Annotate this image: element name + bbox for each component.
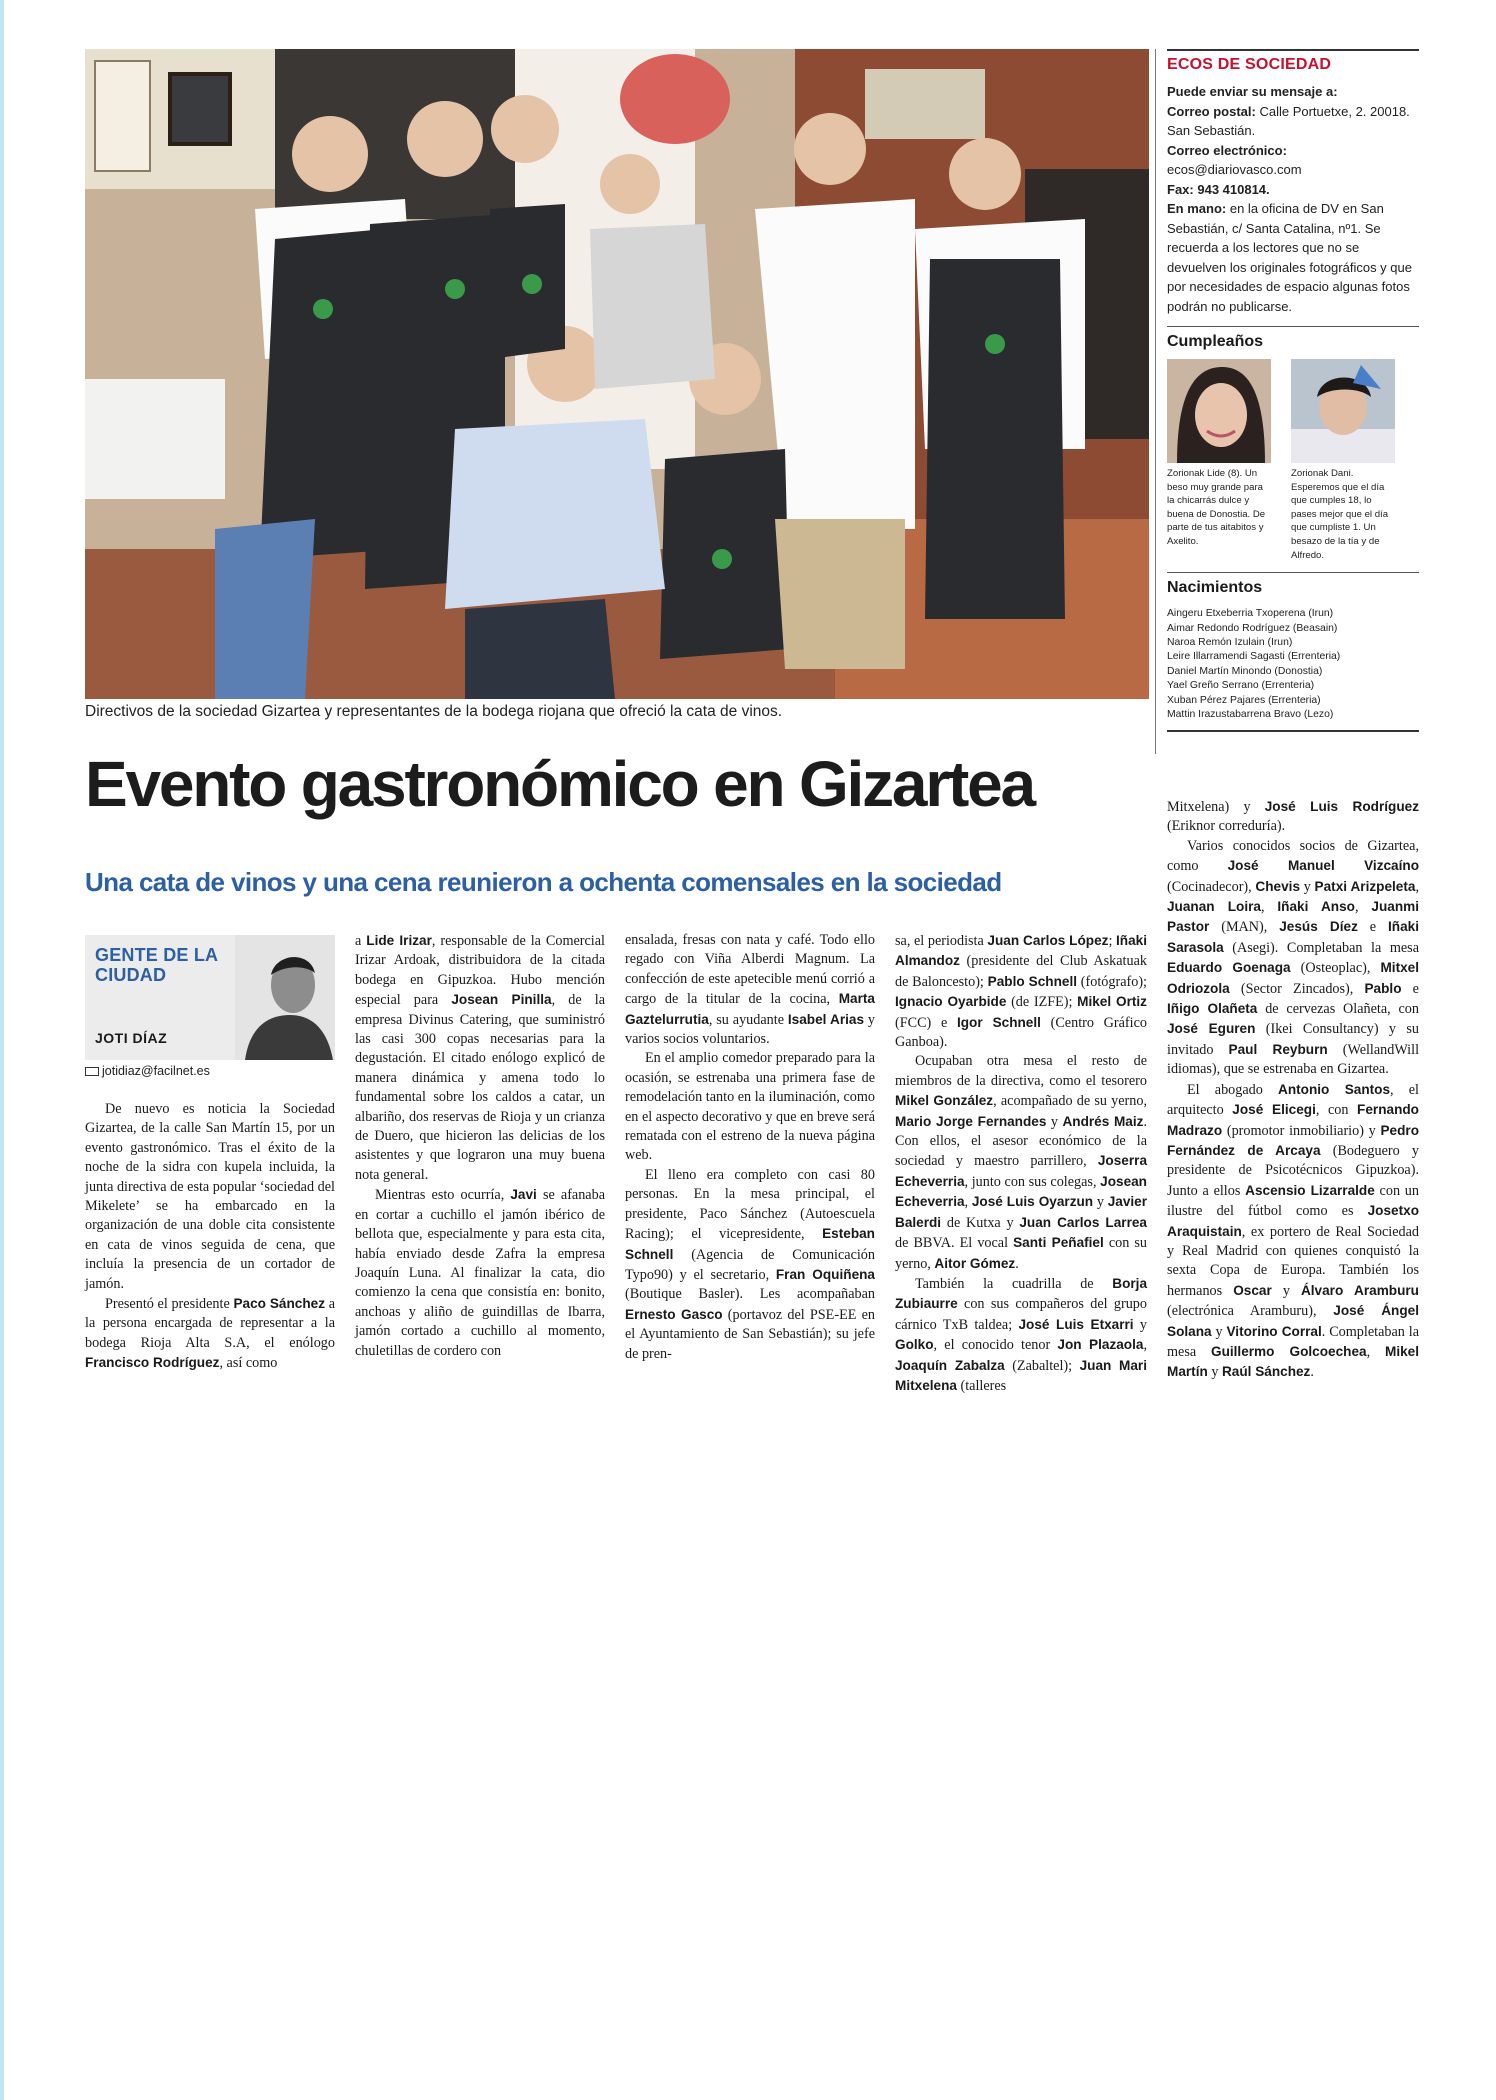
fax-value: 943 410814.: [1197, 181, 1270, 197]
article-column-4: sa, el periodista Juan Carlos López; Iñaki Almandoz (presidente del Club Askatuak de Baloncesto); Pablo Schnell (fotógrafo); Ignacio Oyarbide (de IZFE); Mikel Ortiz (FCC) e Igor Schnell (Centro Gráfico Ganboa). Ocupaban otra mesa el resto de miembros de la directiva, como el tesorero Mikel González, acompañado de su yerno, Mario Jorge Fernandes y Andrés Maiz. Con ellos, el asesor económico de la sociedad y maestro parrillero, Joserra Echeverria, junto con sus colegas, Josean Echeverria, José Luis Oyarzun y Javier Balerdi de Kutxa y Juan Carlos Larrea de BBVA. El vocal Santi Peñafiel con su yerno, Aitor Gómez. También la cuadrilla de Borja Zubiaurre con sus compañeros del grupo cárnico TxB taldea; José Luis Etxarri y Golko, el conocido tenor Jon Plazaola, Joaquín Zabalza (Zabaltel); Juan Mari Mitxelena (talleres: [895, 933, 1148, 1394]
birth-item: Aimar Redondo Rodríguez (Beasain): [1167, 622, 1338, 634]
hand-label: En mano:: [1167, 201, 1227, 216]
page-edge: [0, 0, 4, 2100]
sidebar-top-rule: [1167, 49, 1419, 51]
birthday-caption: Zorionak Dani. Esperemos que el día que cumples 18, lo pases mejor que el día que cumpliste 1. Un besazo de la tía y de Alfredo.: [1291, 468, 1389, 561]
sidebar-ecos: [1167, 49, 1419, 732]
email-label: Correo electrónico:: [1167, 142, 1287, 158]
contact-intro: Puede enviar su mensaje a:: [1167, 84, 1338, 99]
birth-item: Mattin Irazustabarrena Bravo (Lezo): [1167, 709, 1334, 720]
birth-item: Naroa Remón Izulain (Irun): [1167, 636, 1293, 648]
byline-box: [85, 935, 335, 1060]
birth-item: Leire Illarramendi Sagasti (Errenteria): [1167, 651, 1341, 663]
birthday-item: [1291, 359, 1395, 562]
email-value: ecos@diariovasco.com: [1167, 162, 1302, 177]
sidebar-bottom-rule: [1167, 730, 1419, 732]
article-column-3: ensalada, fresas con nata y café. Todo ello regado con Viña Alberdi Magnum. La confección de este apetecible menú corrió a cargo de la titular de la cocina, Marta Gaztelurrutia, su ayudante Isabel Arias y varios socios voluntarios. En el amplio comedor preparado para la ocasión, se estrenaba una primera fase de remodelación tanto en la iluminación, como en el aspecto decorativo y que en breve será rematada con el estreno de la nueva página web. El lleno era completo con casi 80 personas. En la mesa principal, el presidente, Paco Sánchez (Autoescuela Racing); el vicepresidente, Esteban Schnell (Agencia de Comunicación Typo90) y el secretario, Fran Oquiñena (Boutique Basler). Les acompañaban Ernesto Gasco (portavoz del PSE-EE en el Ayuntamiento de San Sebastián); su jefe de pren-: [625, 932, 876, 1362]
envelope-icon: [85, 1067, 99, 1076]
fax-label: Fax:: [1167, 181, 1194, 197]
birthdays-row: [1167, 359, 1419, 562]
birth-item: Daniel Martín Minondo (Donostia): [1167, 665, 1323, 677]
photo-caption: Directivos de la sociedad Gizartea y representantes de la bodega riojana que ofreció la cata de vinos.: [85, 703, 783, 720]
author-name: JOTI DÍAZ: [95, 1030, 168, 1046]
postal-value: Calle Portuetxe, 2. 20018. San Sebastián.: [1167, 103, 1410, 138]
author-email: [85, 1064, 210, 1078]
births-title: Nacimientos: [1167, 579, 1263, 597]
birthday-photo: [1167, 359, 1271, 463]
birth-item: Yael Greño Serrano (Errenteria): [1167, 680, 1315, 692]
author-email-text: jotidiaz@facilnet.es: [102, 1064, 210, 1078]
sidebar-section-title: ECOS DE SOCIEDAD: [1167, 56, 1332, 73]
birthday-photo: [1291, 359, 1395, 463]
birthdays-title: Cumpleaños: [1167, 333, 1264, 350]
article-column-2: a Lide Irizar, responsable de la Comercial Irizar Ardoak, distribuidora de la citada bodega en Gipuzkoa. Hubo mención especial para Josean Pinilla, de la empresa Divinus Catering, que suministró las casi 300 copas necesarias para la degustación. El citado enólogo explicó de manera dinámica y amena todo lo fundamental sobre los caldos a catar, un albariño, dos reservas de Rioja y un crianza de Duero, que hicieron las delicias de los asistentes y que lograron una muy buena nota general. Mientras esto ocurría, Javi se afanaba en cortar a cuchillo el jamón ibérico de bellota que, especialmente y para esta cita, había enviado desde Zafra la empresa Joaquín Luna. Al finalizar la cata, dio comienzo la cena que consistía en: bonito, anchoas y aliño de guindillas de Ibarra, jamón cortado a cuchillo al momento, chuletillas de cordero con: [355, 933, 605, 1359]
sidebar-divider: [1155, 49, 1156, 754]
section-label: GENTE DE LA CIUDAD: [95, 945, 218, 985]
article-headline: Evento gastronómico en Gizartea: [85, 748, 1034, 820]
birthday-item: [1167, 359, 1271, 562]
postal-label: Correo postal:: [1167, 103, 1256, 119]
birth-item: Xuban Pérez Pajares (Errenteria): [1167, 694, 1321, 706]
sidebar-rule: [1167, 572, 1419, 573]
article-column-1: De nuevo es noticia la Sociedad Gizartea, de la calle San Martín 15, por un evento gastronómico. Tras el éxito de la noche de la sidra con kupela incluida, la junta directiva de esta popular ‘sociedad del Mikelete’ se ha embarcado en la organización de una doble cita consistente en cata de vinos seguida de cena, que incluía la presencia de un cortador de jamón. Presentó el presidente Paco Sánchez a la persona encargada de representar a la bodega Rioja Alta S.A, el enólogo Francisco Rodríguez, así como: [85, 1101, 335, 1372]
article-subhead: Una cata de vinos y una cena reunieron a ochenta comensales en la sociedad: [85, 867, 1002, 897]
article-column-5: Mitxelena) y José Luis Rodríguez (Eriknor correduría). Varios conocidos socios de Gizartea, como José Manuel Vizcaíno (Cocinadecor), Chevis y Patxi Arizpeleta, Juanan Loira, Iñaki Anso, Juanmi Pastor (MAN), Jesús Díez e Iñaki Sarasola (Asegi). Completaban la mesa Eduardo Goenaga (Osteoplac), Mitxel Odriozola (Sector Zincados), Pablo e Iñigo Olañeta de cervezas Olañeta, con José Eguren (Ikei Consultancy) y su invitado Paul Reyburn (WellandWill idiomas), que se estrenaba en Gizartea. El abogado Antonio Santos, el arquitecto José Elicegi, con Fernando Madrazo (promotor inmobiliario) y Pedro Fernández de Arcaya (Bodeguero y presidente de Psicotécnicos Gipuzkoa). Junto a ellos Ascensio Lizarralde con un ilustre del fútbol como es Josetxo Araquistain, ex portero de Real Sociedad y Real Madrid con quienes conquistó la sexta Copa de Europa. También los hermanos Oscar y Álvaro Aramburu (electrónica Aramburu), José Ángel Solana y Vitorino Corral. Completaban la mesa Guillermo Golcoechea, Mikel Martín y Raúl Sánchez.: [1167, 799, 1420, 1381]
author-portrait: [235, 935, 335, 1060]
births-list: [1167, 607, 1419, 722]
birthday-caption: Zorionak Lide (8). Un beso muy grande para la chicarrás dulce y buena de Donostia. De parte de tus aitabitos y Axelito.: [1167, 468, 1266, 547]
sidebar-rule: [1167, 326, 1419, 327]
sidebar-contact-info: [1167, 82, 1419, 316]
hand-value: en la oficina de DV en San Sebastián, c/ Santa Catalina, nº1. Se recuerda a los lectores que no se devuelven los originales fotográficos y que por necesidades de espacio algunas fotos podrán no publicarse.: [1167, 201, 1412, 314]
birth-item: Aingeru Etxeberria Txoperena (Irun): [1167, 608, 1334, 620]
group-photo: [85, 49, 1149, 699]
